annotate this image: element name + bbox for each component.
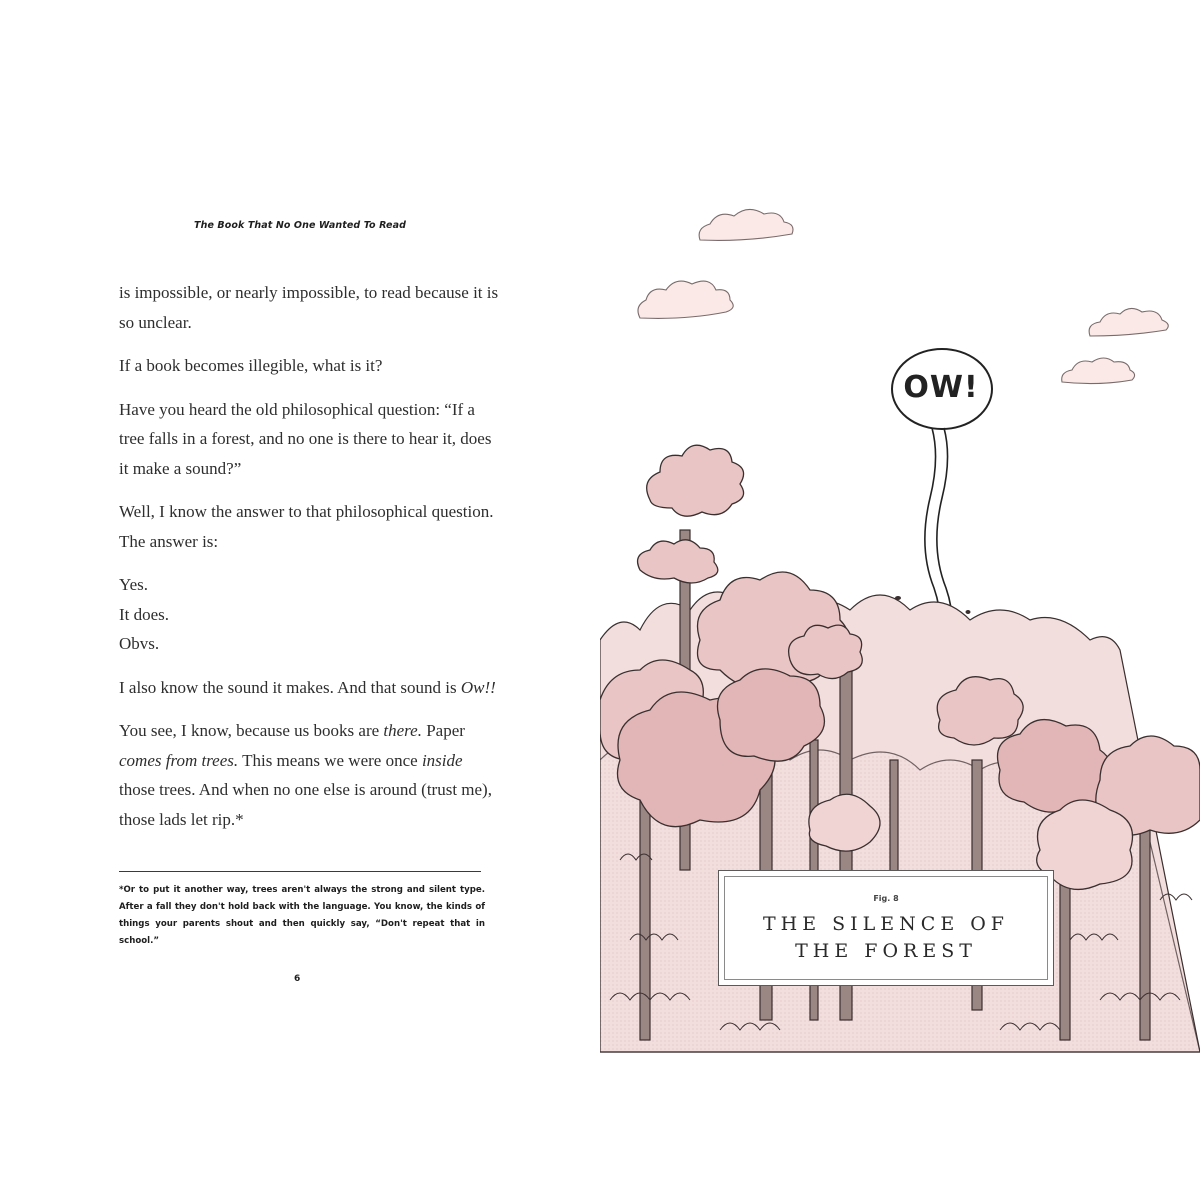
body-text: [119, 278, 499, 848]
paragraph-6-text-c: This means we were once: [238, 750, 422, 770]
page-number: 6: [294, 974, 301, 984]
right-page: [600, 0, 1200, 1200]
figure-title-line-2: THE FOREST: [795, 940, 977, 962]
paragraph-6-emphasis-1: there.: [383, 721, 422, 740]
answer-block: [119, 570, 499, 659]
paragraph-5: [119, 673, 499, 703]
cloud-icon: [638, 209, 1168, 383]
paragraph-1: is impossible, or nearly impossible, to read because it is so unclear.: [119, 283, 499, 332]
paragraph-6-emphasis-2: comes from trees.: [119, 750, 239, 770]
paragraph-2: If a book becomes illegible, what is it?: [119, 356, 383, 375]
figure-number: Fig. 8: [873, 894, 899, 903]
paragraph-6-emphasis-3: inside: [421, 750, 463, 770]
answer-line-2: It does.: [119, 604, 170, 624]
paragraph-5-text: I also know the sound it makes. And that sound is: [119, 677, 461, 697]
paragraph-6: [119, 716, 499, 834]
paragraph-6-text-d: those trees. And when no one else is around (trust me), those lads let rip.*: [119, 780, 492, 829]
speech-bubble-text: OW!: [903, 370, 979, 405]
figure-caption: [718, 870, 1054, 986]
answer-line-3: Obvs.: [119, 634, 160, 653]
answer-line-1: Yes.: [119, 575, 148, 594]
footnote-divider: [119, 871, 481, 872]
paragraph-6-text-a: You see, I know, because us books are: [119, 721, 384, 740]
paragraph-4: Well, I know the answer to that philosophical question. The answer is:: [119, 502, 494, 551]
paragraph-5-emphasis: Ow!!: [460, 677, 496, 697]
figure-title-line-1: THE SILENCE OF: [763, 913, 1009, 935]
paragraph-3: Have you heard the old philosophical question: “If a tree falls in a forest, and no one is there to hear it, does it make a sound?”: [119, 399, 492, 478]
paragraph-6-text-b: Paper: [421, 721, 465, 740]
footnote: *Or to put it another way, trees aren't always the strong and silent type. After a fall they don't hold back with the language. You know, the kinds of things your parents shout and then quickly say, “Don't repeat that in school.”: [119, 885, 485, 946]
figure-title: [719, 911, 1053, 965]
forest-illustration: [600, 0, 1200, 1200]
running-head: The Book That No One Wanted To Read: [194, 220, 406, 231]
